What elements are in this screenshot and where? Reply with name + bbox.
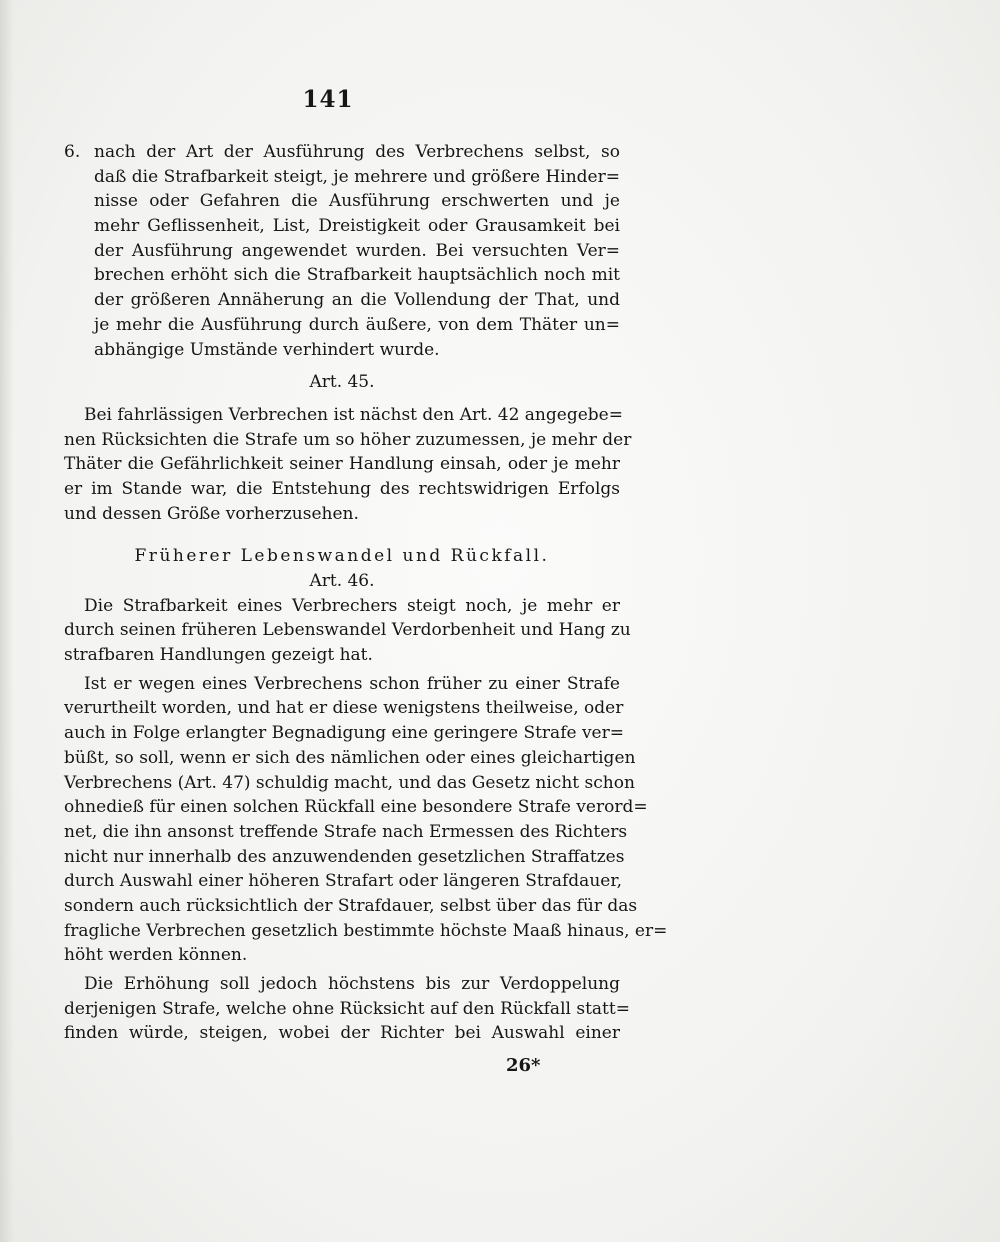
page-number: 141 bbox=[302, 86, 354, 113]
text-line: auch in Folge erlangter Begnadigung eine geringere Strafe ver= bbox=[64, 723, 624, 744]
body-text bbox=[64, 140, 668, 1046]
text-line: der größeren Annäherung an die Vollendung der That, und bbox=[94, 290, 620, 311]
text-line: Thäter die Gefährlichkeit seiner Handlung einsah, oder je mehr bbox=[64, 454, 620, 475]
text-line: er im Stande war, die Entstehung des rechtswidrigen Erfolgs bbox=[64, 478, 620, 499]
text-line: derjenigen Strafe, welche ohne Rücksicht auf den Rückfall statt= bbox=[64, 998, 630, 1019]
text-line: sondern auch rücksichtlich der Strafdauer, selbst über das für das bbox=[64, 895, 638, 916]
text-line: je mehr die Ausführung durch äußere, von dem Thäter un= bbox=[94, 314, 620, 335]
art-46-paragraph-1 bbox=[64, 594, 631, 668]
page-edge-shadow bbox=[0, 0, 14, 1242]
text-line: Die Strafbarkeit eines Verbrechers steigt noch, je mehr er bbox=[84, 595, 620, 616]
text-line: durch seinen früheren Lebenswandel Verdorbenheit und Hang zu bbox=[64, 620, 631, 641]
text-line: abhängige Umstände verhindert wurde. bbox=[94, 339, 440, 360]
item-6-number: 6. bbox=[64, 142, 81, 162]
text-line: ohnedieß für einen solchen Rückfall eine besondere Strafe verord= bbox=[64, 797, 648, 818]
art-45-text bbox=[64, 403, 632, 526]
text-line: daß die Strafbarkeit steigt, je mehrere und größere Hinder= bbox=[94, 166, 620, 187]
text-line: verurtheilt worden, und hat er diese wenigstens theilweise, oder bbox=[64, 698, 624, 719]
text-line: net, die ihn ansonst treffende Strafe nach Ermessen des Richters bbox=[64, 821, 628, 842]
art-46-paragraph-3 bbox=[64, 972, 630, 1046]
text-line: nisse oder Gefahren die Ausführung erschwerten und je bbox=[94, 191, 620, 212]
text-line: durch Auswahl einer höheren Strafart oder längeren Strafdauer, bbox=[64, 871, 622, 892]
art-46-paragraph-2 bbox=[64, 672, 668, 968]
art-45-heading: Art. 45. bbox=[309, 372, 375, 393]
signature-mark: 26* bbox=[506, 1055, 541, 1076]
section-heading: Früherer Lebenswandel und Rückfall. bbox=[134, 546, 550, 567]
text-line: nen Rücksichten die Strafe um so höher zuzumessen, je mehr der bbox=[64, 429, 632, 450]
text-line: Bei fahrlässigen Verbrechen ist nächst den Art. 42 angegebe= bbox=[84, 404, 623, 425]
text-line: strafbaren Handlungen gezeigt hat. bbox=[64, 645, 373, 666]
text-line: brechen erhöht sich die Strafbarkeit hauptsächlich noch mit bbox=[94, 265, 620, 286]
text-line: höht werden können. bbox=[64, 945, 248, 966]
text-line: nicht nur innerhalb des anzuwendenden gesetzlichen Straffatzes bbox=[64, 846, 625, 867]
text-line: mehr Geflissenheit, List, Dreistigkeit oder Grausamkeit bei bbox=[94, 216, 620, 237]
text-line: Verbrechens (Art. 47) schuldig macht, und das Gesetz nicht schon bbox=[64, 772, 635, 793]
item-6 bbox=[64, 140, 620, 362]
text-line: Die Erhöhung soll jedoch höchstens bis zur Verdoppelung bbox=[84, 974, 620, 994]
text-line: finden würde, steigen, wobei der Richter bei Auswahl einer bbox=[64, 1023, 620, 1044]
text-line: Ist er wegen eines Verbrechens schon früher zu einer Strafe bbox=[84, 673, 620, 694]
text-line: büßt, so soll, wenn er sich des nämlichen oder eines gleichartigen bbox=[64, 747, 636, 768]
item-6-text bbox=[64, 140, 620, 362]
text-line: nach der Art der Ausführung des Verbrechens selbst, so bbox=[94, 142, 620, 162]
art-46-heading: Art. 46. bbox=[309, 571, 375, 591]
text-line: fragliche Verbrechen gesetzlich bestimmte höchste Maaß hinaus, er= bbox=[64, 920, 668, 941]
text-line: der Ausführung angewendet wurden. Bei versuchten Ver= bbox=[94, 240, 620, 261]
text-line: und dessen Größe vorherzusehen. bbox=[64, 503, 359, 524]
